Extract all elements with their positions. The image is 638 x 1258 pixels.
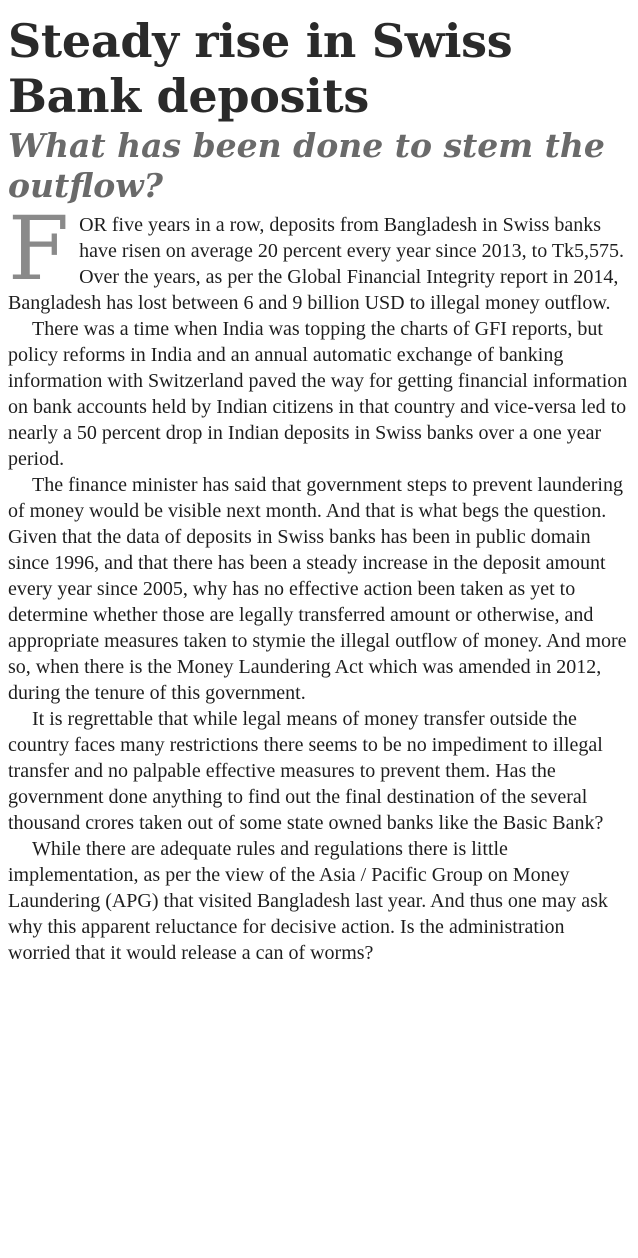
paragraph-5: While there are adequate rules and regulations there is little implementation, as per the view of the Asia / Pacific Group on Money Laundering (APG) that visited Bangladesh last year. And thus one may ask why this apparent reluctance for decisive action. Is the administration worried that it would release a can of worms? bbox=[8, 838, 608, 964]
paragraph-3: The finance minister has said that government steps to prevent laundering of money would be visible next month. And that is what begs the question. Given that the data of deposits in Swiss banks has been in public domain since 1996, and that there has been a steady increase in the deposit amount every year since 2005, why has no effective action been taken as yet to determine whether those are legally transferred amount or otherwise, and appropriate measures taken to stymie the illegal outflow of money. And more so, when there is the Money Laundering Act which was amended in 2012, during the tenure of this government. bbox=[8, 474, 627, 704]
paragraph-2: There was a time when India was topping the charts of GFI reports, but policy reforms in India and an annual automatic exchange of banking information with Switzerland paved the way for getting financial information on bank accounts held by Indian citizens in that country and vice-versa led to nearly a 50 percent drop in Indian deposits in Swiss banks over a one year period. bbox=[8, 318, 628, 470]
paragraph-1 bbox=[8, 197, 630, 316]
headline: Steady rise in Swiss Bank deposits bbox=[8, 14, 513, 123]
drop-cap: F bbox=[8, 197, 70, 300]
subheadline: What has been done to stem the outflow? bbox=[8, 126, 605, 205]
paragraph-1-text: OR five years in a row, deposits from Bangladesh in Swiss banks have risen on average 20 percent every year since 2013, to Tk5,575. Over the years, as per the Global Financial Integrity report in 2014, Bangladesh has lost between 6 and 9 billion USD to illegal money outflow. bbox=[8, 214, 625, 314]
editorial-article bbox=[8, 0, 630, 966]
article-body bbox=[8, 197, 630, 966]
paragraph-4: It is regrettable that while legal means of money transfer outside the country faces many restrictions there seems to be no impediment to illegal transfer and no palpable effective measures to prevent them. Has the government done anything to find out the final destination of the several thousand crores taken out of some state owned banks like the Basic Bank? bbox=[8, 708, 604, 834]
